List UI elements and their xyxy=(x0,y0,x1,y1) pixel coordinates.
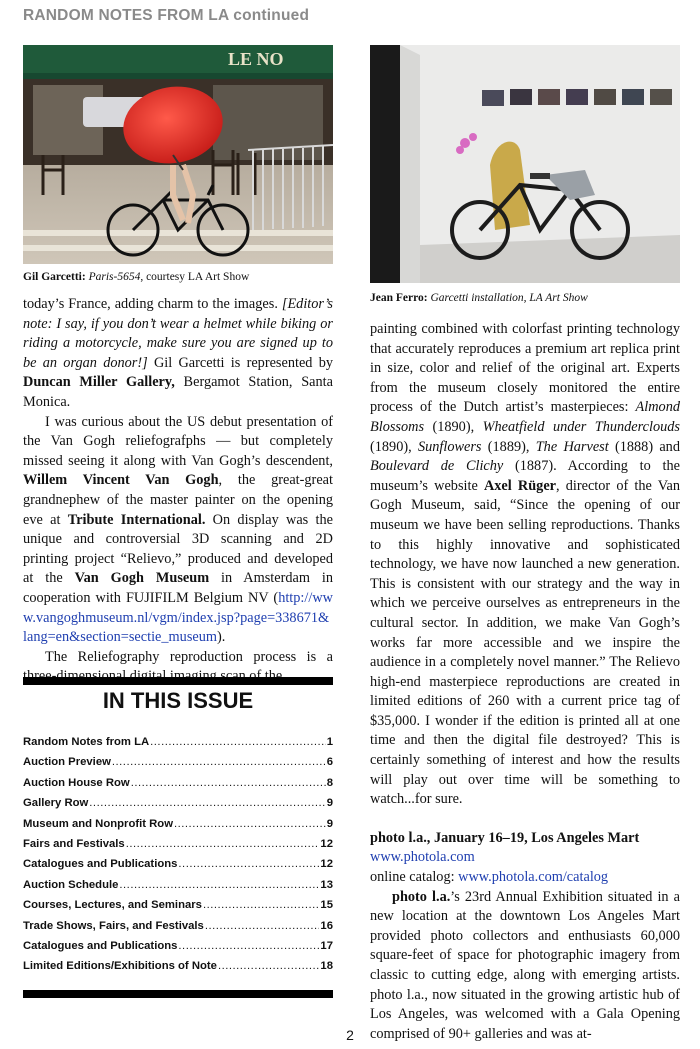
artwork-title: Sunflowers xyxy=(417,438,482,455)
toc-leader xyxy=(150,736,326,748)
toc-item[interactable] xyxy=(23,879,333,899)
catalog-line xyxy=(370,868,680,888)
text: (1890), xyxy=(424,418,483,435)
event-url-line xyxy=(370,848,680,868)
toc-label: Courses, Lectures, and Seminars xyxy=(23,899,202,912)
toc-leader xyxy=(203,899,319,911)
venue-name: Tribute International. xyxy=(67,511,206,528)
page-number: 2 xyxy=(346,1027,354,1043)
toc-leader xyxy=(174,818,326,830)
toc-page: 12 xyxy=(320,858,333,871)
toc-label: Catalogues and Publications xyxy=(23,858,178,871)
toc-label: Museum and Nonprofit Row xyxy=(23,817,173,830)
text: (1887). According to the museum’s website xyxy=(370,458,680,494)
text: ’s 23rd Annual Exhibition situated in a new location at the downtown Los Angeles Mart provided photo collectors and enthusiasts 60,000 square-feet of space for photographic imagery from classic to cutting edge, along with emerging artists. photo l.a., now situated in the growing artistic hub of Los Angeles, was welcomed with a Gala Opening comprised of 90+ galleries and was at- xyxy=(370,888,680,1042)
catalog-label: online catalog: xyxy=(370,869,459,886)
caption-credit: Gil Garcetti: xyxy=(23,271,86,283)
gallery-name: Duncan Miller Gallery, xyxy=(23,374,175,391)
photo-left-caption xyxy=(23,271,333,283)
toc-item[interactable] xyxy=(23,818,333,838)
text: I was curious about the US debut presentation of the Van Gogh reliefografphs — but completely missed seeing it along with Van Gogh’s descendent, xyxy=(23,413,333,469)
toc-label: Gallery Row xyxy=(23,797,89,810)
toc-page: 6 xyxy=(326,756,333,769)
person-name: Willem Vincent Van Gogh xyxy=(23,472,219,489)
museum-name: Van Gogh Museum xyxy=(74,570,210,587)
toc-item[interactable] xyxy=(23,899,333,919)
artwork-title: Almond Blossoms xyxy=(370,399,680,435)
toc-leader xyxy=(126,838,320,850)
toc-item[interactable] xyxy=(23,756,333,776)
toc-rule-top xyxy=(23,677,333,685)
toc-item[interactable] xyxy=(23,777,333,797)
toc-page: 15 xyxy=(320,899,333,912)
toc-leader xyxy=(112,756,326,768)
event-heading: photo l.a., January 16–19, Los Angeles Mart xyxy=(370,829,640,846)
toc-label: Trade Shows, Fairs, and Festivals xyxy=(23,919,204,932)
toc-page: 13 xyxy=(320,878,333,891)
toc-label: Random Notes from LA xyxy=(23,736,150,748)
text: , director of the Van Gogh Museum, said, “Since the opening of our museum we have been selling reproductions. Thanks to this highly innovative and sophisticated technology, we have now launched a new generation. This is consistent with our strategy and the way in which we perceive ourselves as entrepreneurs in the cultural sector. In addition, we make Van Gogh’s works far more accessible and we inspire the audience in a completely novel manner.” The Relievo high-end masterpiece reproductions are created in limited editions of 260 with a current price tag of $35,000. I wonder if the edition is printed all at one time and then the digital file destroyed? This is certainly something of interest and how the results will play out over time will be something to watch...for sure. xyxy=(370,477,680,808)
paragraph xyxy=(23,413,333,648)
article-left-column xyxy=(23,295,333,687)
text: Gil Garcetti is represented by xyxy=(147,354,334,371)
toc-page: 9 xyxy=(326,817,333,830)
paragraph xyxy=(23,295,333,413)
text: painting combined with colorfast printing technology that accurately reproduces a premium art replica print in size, color and relief of the original art. Experts from the museum closely monitored the entire process of the Dutch artist’s masterpieces: xyxy=(370,321,680,416)
caption-title: Garcetti installation, LA Art Show xyxy=(430,292,588,304)
paragraph: The Reliefography reproduction process is a xyxy=(45,648,333,665)
text: On display was the unique and controversial 3D scanning and 2D printing project “Relievo,” produced and developed at the xyxy=(23,511,333,587)
toc-item[interactable] xyxy=(23,797,333,817)
toc-rule-bottom xyxy=(23,990,333,998)
toc-label: Fairs and Festivals xyxy=(23,837,125,850)
toc-leader xyxy=(218,960,319,972)
toc-label: Catalogues and Publications xyxy=(23,939,178,952)
toc-item[interactable] xyxy=(23,858,333,878)
toc-page: 17 xyxy=(320,939,333,952)
toc-item[interactable] xyxy=(23,736,333,756)
toc-label: Auction Preview xyxy=(23,756,111,769)
artwork-title: The Harvest xyxy=(535,438,609,455)
toc-leader xyxy=(89,797,325,809)
text: (1890), xyxy=(370,438,418,455)
text: ). xyxy=(217,629,226,646)
text: Bergamot Station, Santa Monica. xyxy=(23,374,333,410)
person-name: Axel Rüger xyxy=(483,477,557,494)
event-url-link[interactable]: www.photola.com xyxy=(370,849,475,866)
text: , the great-great grandnephew of the master painter on the opening eve at xyxy=(23,472,333,528)
toc-label: Auction Schedule xyxy=(23,878,119,891)
catalog-link[interactable]: www.photola.com/catalog xyxy=(458,869,609,886)
toc-label: Auction House Row xyxy=(23,776,130,789)
caption-rest: , courtesy LA Art Show xyxy=(140,271,250,283)
photo-bicycle-installation xyxy=(370,45,680,283)
museum-link[interactable]: http://www.vangoghmuseum.nl/vgm/index.jsp?page=338671&lang=en&section=sectie_museum xyxy=(23,589,333,646)
caption-credit: Jean Ferro: xyxy=(370,292,428,304)
toc-leader xyxy=(178,940,319,952)
running-head: RANDOM NOTES FROM LA continued xyxy=(23,7,310,24)
text: in Amsterdam in cooperation with FUJIFILM Belgium NV ( xyxy=(23,570,333,606)
toc-item[interactable] xyxy=(23,940,333,960)
editor-note: [Editor’s note: I say, if you don’t wear a helmet while biking or riding a motorcycle, make sure you are signed up to be an organ donor!] xyxy=(23,296,333,371)
toc-item[interactable] xyxy=(23,960,333,980)
toc-page: 8 xyxy=(326,776,333,789)
toc-label: Limited Editions/Exhibitions of Note xyxy=(23,960,217,973)
toc-item[interactable] xyxy=(23,838,333,858)
toc-title: IN THIS ISSUE xyxy=(102,688,254,713)
toc-list xyxy=(23,736,333,981)
toc-page: 12 xyxy=(320,837,333,850)
photo-right-caption xyxy=(370,292,680,304)
toc-leader xyxy=(119,879,319,891)
text: (1889), xyxy=(481,438,536,455)
toc-leader xyxy=(131,777,326,789)
toc-page: 9 xyxy=(326,797,333,810)
toc-item[interactable] xyxy=(23,920,333,940)
event-name: photo l.a. xyxy=(392,888,451,905)
toc-page: 16 xyxy=(320,919,333,932)
article-right-column xyxy=(370,320,680,1044)
photo-cyclist-umbrella xyxy=(23,45,333,264)
text: (1888) and xyxy=(608,438,680,455)
paragraph xyxy=(370,888,680,1045)
artwork-title: Boulevard de Clichy xyxy=(370,458,504,475)
toc-page: 18 xyxy=(320,960,333,973)
awning-text: LE NO xyxy=(228,49,284,69)
toc-leader xyxy=(205,920,320,932)
caption-title: Paris-5654 xyxy=(88,271,141,283)
text: today’s France, adding charm to the images. xyxy=(23,296,282,312)
toc-leader xyxy=(178,858,319,870)
artwork-title: Wheatfield under Thunderclouds xyxy=(482,418,680,435)
toc-page: 1 xyxy=(326,736,333,748)
paragraph xyxy=(370,320,680,810)
